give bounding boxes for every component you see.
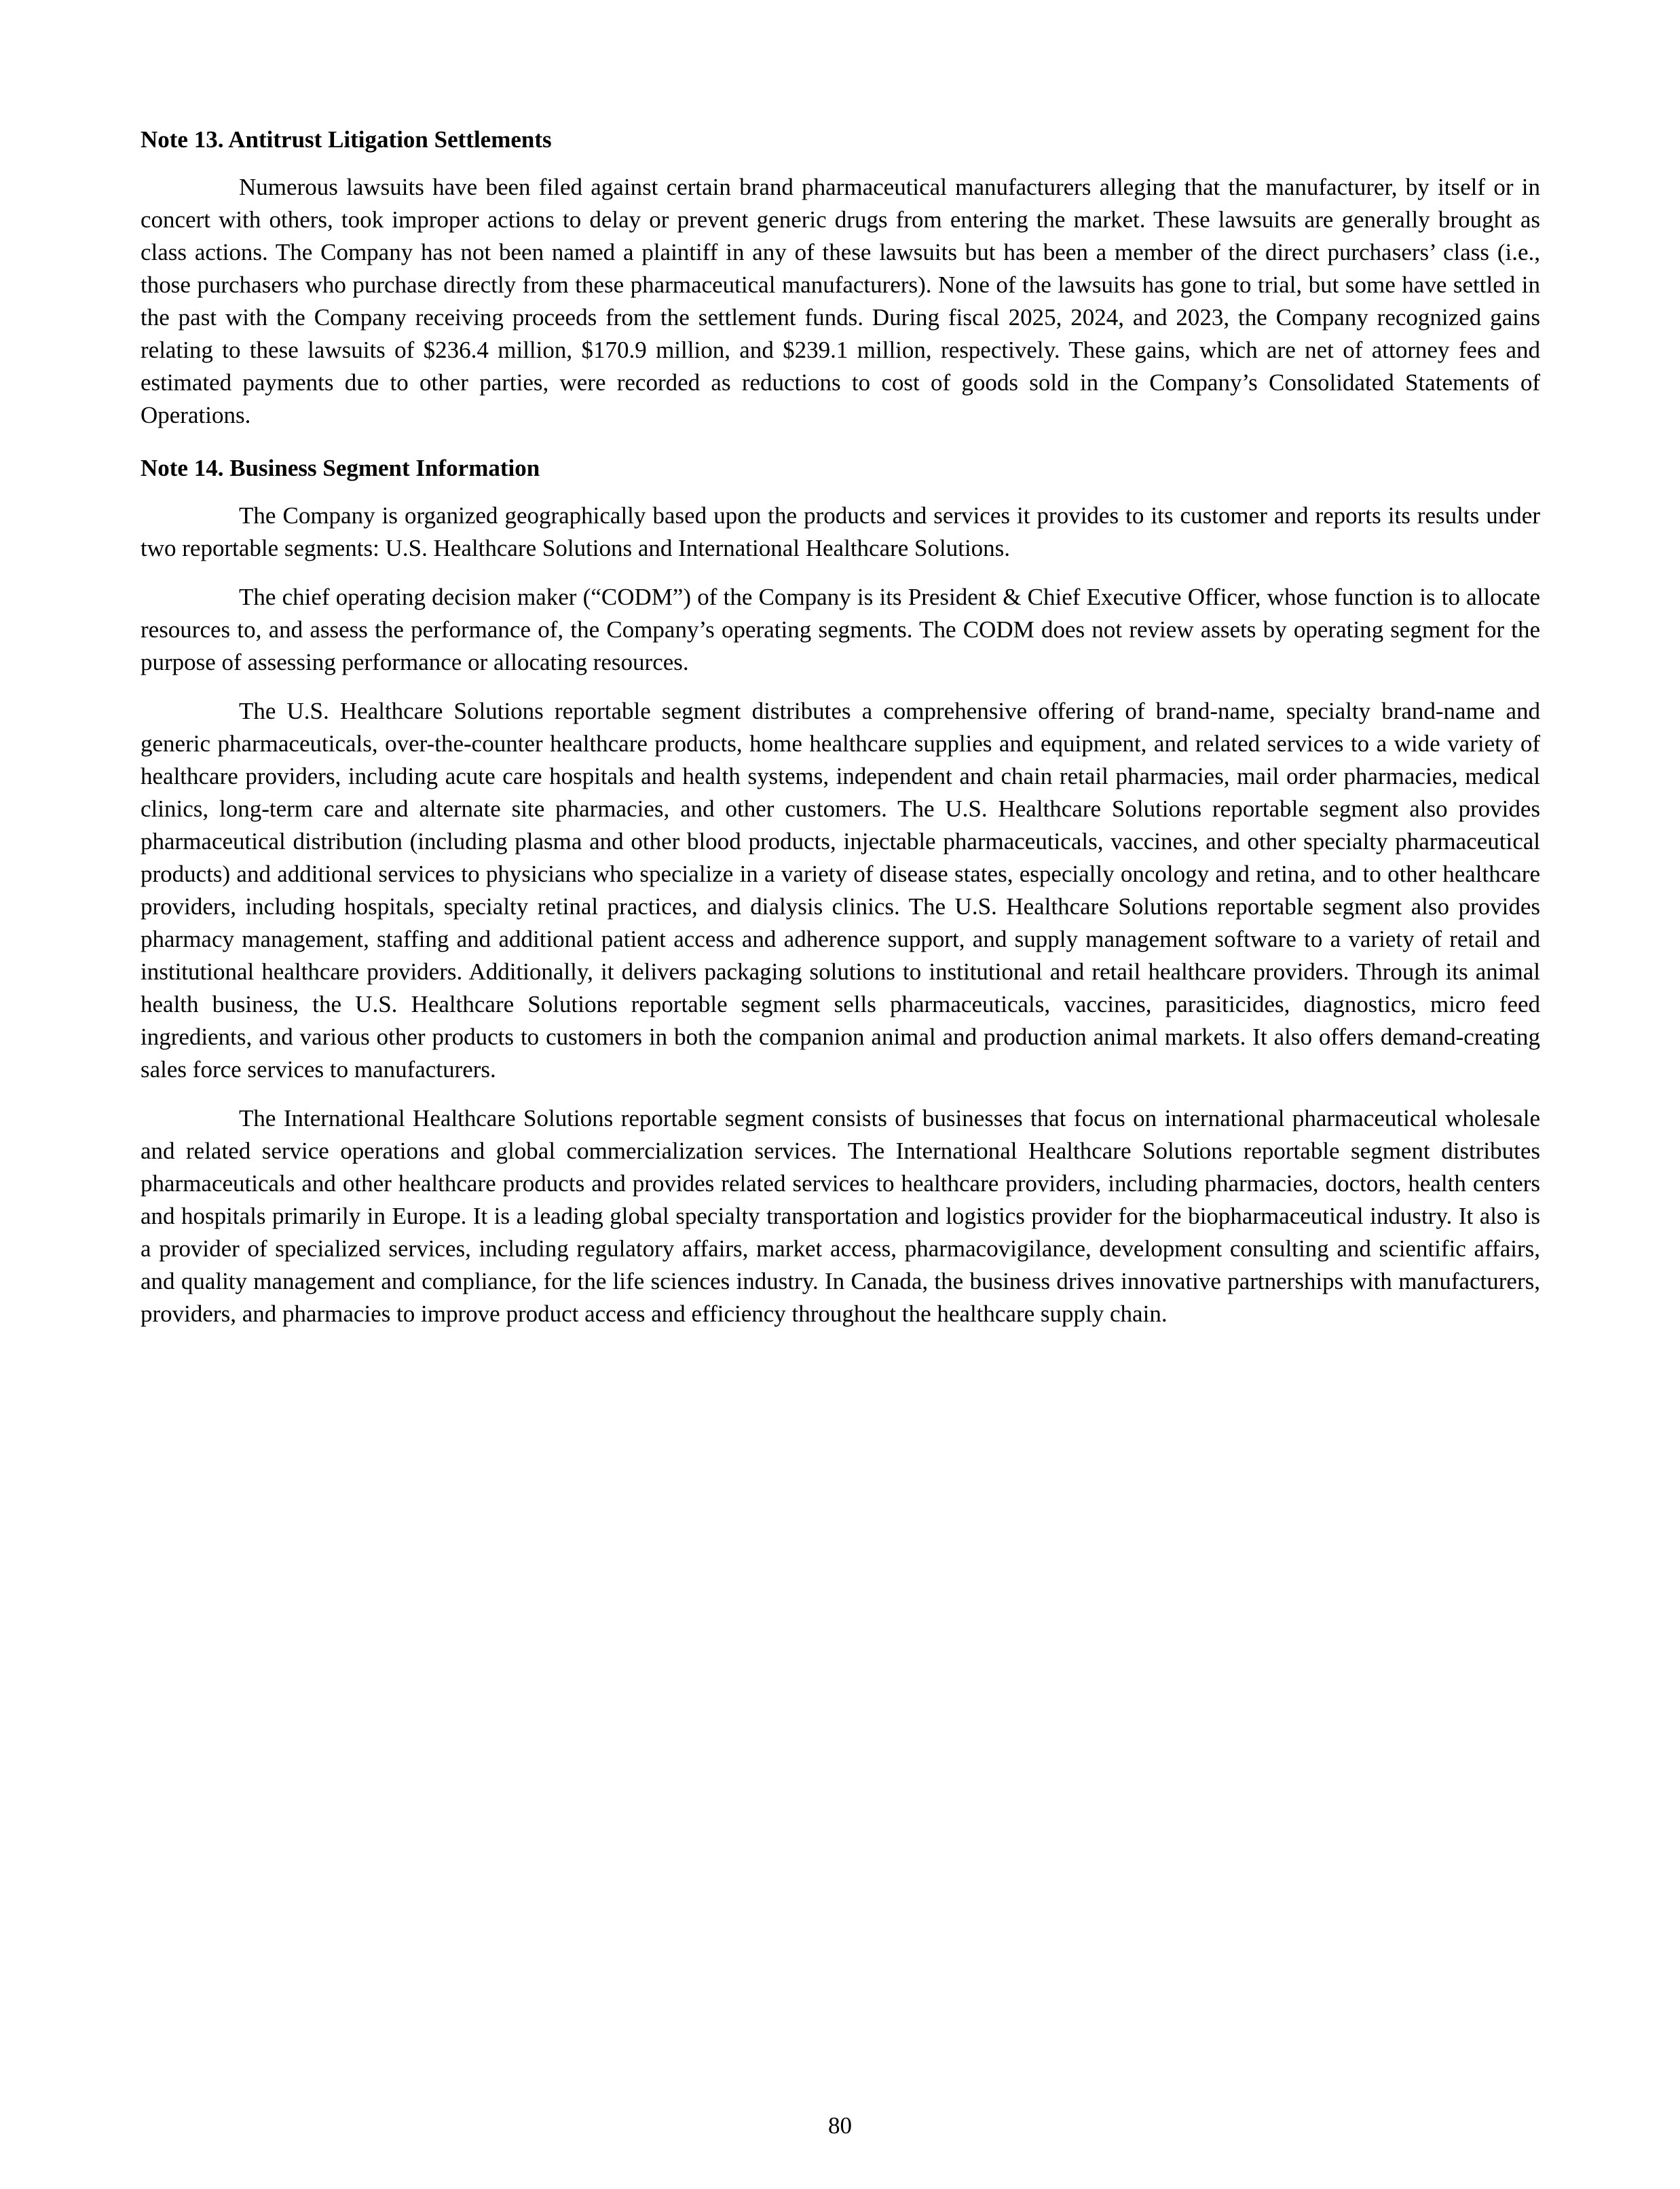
note-13-paragraph-1: Numerous lawsuits have been filed against certain brand pharmaceutical manufacturers alleging that the manufacturer, by itself or in concert with others, took improper actions to delay or prevent generic drugs from entering the market. These lawsuits are generally brought as class actions. The Company has not been named a plaintiff in any of these lawsuits but has been a member of the direct purchasers’ class (i.e., those purchasers who purchase directly from these pharmaceutical manufacturers). None of the lawsuits has gone to trial, but some have settled in the past with the Company receiving proceeds from the settlement funds. During fiscal 2025, 2024, and 2023, the Company recognized gains relating to these lawsuits of $236.4 million, $170.9 million, and $239.1 million, respectively. These gains, which are net of attorney fees and estimated payments due to other parties, were recorded as reductions to cost of goods sold in the Company’s Consolidated Statements of Operations. xyxy=(141,174,1540,428)
note-14-section xyxy=(141,452,1540,1330)
document-page xyxy=(141,124,1540,1347)
note-14-paragraph-4: The International Healthcare Solutions reportable segment consists of businesses that focus on international pharmaceutical wholesale and related service operations and global commercialization services. The International Healthcare Solutions reportable segment distributes pharmaceuticals and other healthcare products and provides related services to healthcare providers, including pharmacies, doctors, health centers and hospitals primarily in Europe. It is a leading global specialty transportation and logistics provider for the biopharmaceutical industry. It also is a provider of specialized services, including regulatory affairs, market access, pharmacovigilance, development consulting and scientific affairs, and quality management and compliance, for the life sciences industry. In Canada, the business drives innovative partnerships with manufacturers, providers, and pharmacies to improve product access and efficiency throughout the healthcare supply chain. xyxy=(141,1105,1540,1327)
note-14-paragraph-1: The Company is organized geographically based upon the products and services it provides to its customer and reports its results under two reportable segments: U.S. Healthcare Solutions and International Healthcare Solutions. xyxy=(141,502,1540,561)
note-13-heading: Note 13. Antitrust Litigation Settlements xyxy=(141,126,552,153)
note-14-heading: Note 14. Business Segment Information xyxy=(141,455,540,481)
note-14-paragraph-3: The U.S. Healthcare Solutions reportable segment distributes a comprehensive offering of brand-name, specialty brand-name and generic pharmaceuticals, over-the-counter healthcare products, home healthcare supplies and equipment, and related services to a wide variety of healthcare providers, including acute care hospitals and health systems, independent and chain retail pharmacies, mail order pharmacies, medical clinics, long-term care and alternate site pharmacies, and other customers. The U.S. Healthcare Solutions reportable segment also provides pharmaceutical distribution (including plasma and other blood products, injectable pharmaceuticals, vaccines, and other specialty pharmaceutical products) and additional services to physicians who specialize in a variety of disease states, especially oncology and retina, and to other healthcare providers, including hospitals, specialty retinal practices, and dialysis clinics. The U.S. Healthcare Solutions reportable segment also provides pharmacy management, staffing and additional patient access and adherence support, and supply management software to a variety of retail and institutional healthcare providers. Additionally, it delivers packaging solutions to institutional and retail healthcare providers. Through its animal health business, the U.S. Healthcare Solutions reportable segment sells pharmaceuticals, vaccines, parasiticides, diagnostics, micro feed ingredients, and various other products to customers in both the companion animal and production animal markets. It also offers demand-creating sales force services to manufacturers. xyxy=(141,698,1540,1083)
note-14-paragraph-2: The chief operating decision maker (“CODM”) of the Company is its President & Chief Executive Officer, whose function is to allocate resources to, and assess the performance of, the Company’s operating segments. The CODM does not review assets by operating segment for the purpose of assessing performance or allocating resources. xyxy=(141,584,1540,675)
page-number: 80 xyxy=(828,2112,852,2139)
note-13-section xyxy=(141,124,1540,432)
